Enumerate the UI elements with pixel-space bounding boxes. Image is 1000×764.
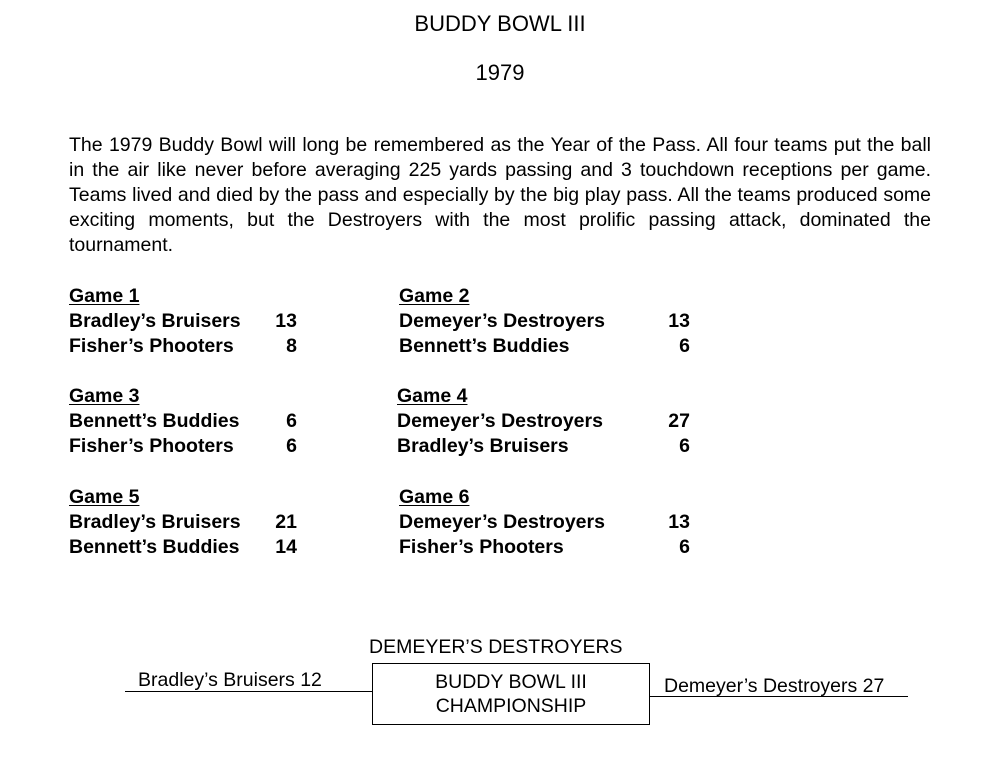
game-6 (399, 485, 690, 560)
intro-paragraph: The 1979 Buddy Bowl will long be remembered as the Year of the Pass. All four teams put the ball in the air like never before averaging 225 yards passing and 3 touchdown receptions per game. Teams lived and died by the pass and especially by the big play pass. All the teams produced some exciting moments, but the Destroyers with the most prolific passing attack, dominated the tournament. (69, 134, 931, 256)
championship-box-line2: CHAMPIONSHIP (435, 695, 587, 717)
game-row (69, 409, 297, 434)
team-name: Bennett’s Buddies (69, 536, 240, 558)
team-name: Demeyer’s Destroyers (397, 410, 603, 432)
championship-box-line1: BUDDY BOWL III (435, 671, 587, 693)
finalist-right: Demeyer’s Destroyers 27 (664, 675, 885, 697)
game-row (69, 309, 297, 334)
game-5 (69, 485, 297, 560)
team-score: 14 (275, 536, 297, 558)
team-score: 13 (275, 310, 297, 332)
game-label: Game 3 (69, 385, 140, 407)
team-name: Fisher’s Phooters (399, 536, 564, 558)
team-name: Fisher’s Phooters (69, 435, 234, 457)
team-score: 27 (668, 410, 690, 432)
game-3 (69, 384, 297, 459)
game-row (69, 535, 297, 560)
game-row (69, 434, 297, 459)
team-name: Bradley’s Bruisers (69, 310, 241, 332)
game-row (69, 334, 297, 359)
game-label: Game 2 (399, 285, 470, 307)
game-row (397, 434, 690, 459)
team-name: Bradley’s Bruisers (397, 435, 569, 457)
page-title: BUDDY BOWL III (414, 11, 586, 36)
team-score: 13 (668, 310, 690, 332)
championship-box (372, 663, 650, 725)
game-4 (397, 384, 690, 459)
team-score: 6 (286, 410, 297, 432)
team-name: Bennett’s Buddies (69, 410, 240, 432)
page-year: 1979 (475, 60, 525, 85)
team-name: Fisher’s Phooters (69, 335, 234, 357)
game-label: Game 1 (69, 285, 140, 307)
team-name: Demeyer’s Destroyers (399, 310, 605, 332)
game-1 (69, 284, 297, 359)
game-label: Game 5 (69, 486, 140, 508)
champion-name: DEMEYER’S DESTROYERS (369, 636, 623, 658)
finalist-left: Bradley’s Bruisers 12 (138, 669, 322, 691)
team-score: 6 (679, 435, 690, 457)
team-score: 13 (668, 511, 690, 533)
game-row (69, 510, 297, 535)
team-name: Bennett’s Buddies (399, 335, 570, 357)
game-row (399, 535, 690, 560)
team-name: Bradley’s Bruisers (69, 511, 241, 533)
game-2 (399, 284, 690, 359)
game-label: Game 6 (399, 486, 470, 508)
game-row (397, 409, 690, 434)
game-row (399, 309, 690, 334)
team-score: 6 (679, 536, 690, 558)
game-row (399, 510, 690, 535)
team-score: 6 (679, 335, 690, 357)
team-score: 8 (286, 335, 297, 357)
team-score: 6 (286, 435, 297, 457)
game-label: Game 4 (397, 385, 468, 407)
game-row (399, 334, 690, 359)
team-score: 21 (275, 511, 297, 533)
team-name: Demeyer’s Destroyers (399, 511, 605, 533)
